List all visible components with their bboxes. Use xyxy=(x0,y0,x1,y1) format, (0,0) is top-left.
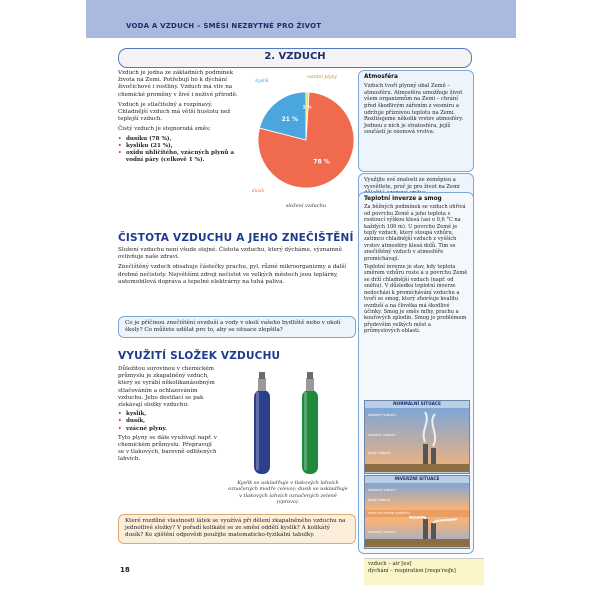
pie-value-kyslík: 21 % xyxy=(281,116,299,124)
inversion-diagram-svg xyxy=(365,483,469,547)
intro-text xyxy=(118,70,240,164)
normal-diagram-title: NORMÁLNÍ SITUACE xyxy=(393,402,441,407)
gas-cylinders-image xyxy=(232,366,342,476)
usage-item-2: • dusík, xyxy=(118,418,218,425)
pie-name-kyslík: kyslík xyxy=(255,79,269,84)
task-box xyxy=(118,514,356,544)
atmosphere-box xyxy=(358,70,474,172)
usage-item-3: • vzácné plyny. xyxy=(118,426,218,433)
section-title-bar xyxy=(118,48,472,68)
usage-item-1: • kyslík, xyxy=(118,411,218,418)
task-text: Které rozdílné vlastnosti látek se využívá při dělení zkapalněného vzduchu na jednotlivé složky? V pořadí kolikáté se ze směsi oddělí kyslík? A kolikátý dusík? Ke zjištění odpovědi použijte matematicko-fyzikální tabulky. xyxy=(125,518,346,539)
cleanliness-text xyxy=(118,247,354,286)
intro-p2: Vzduch je stlačitelný a rozpínavý. Chladnější vzduch má větší hustotu než teplejší vzduch. xyxy=(118,101,231,123)
page-header xyxy=(86,0,516,38)
pie-value-dusík: 78 % xyxy=(313,158,330,166)
inversion-label-4: studený vzduch xyxy=(368,530,396,534)
nitrogen-cylinder xyxy=(302,372,318,474)
cleanliness-p2: Znečištěný vzduch obsahuje částečky prachu, pyl, různé mikroorganizmy a další drobné nečistoty. Největšími zdroji nečistot ve velkých městech jsou teplárny, automobilová doprava a tepelné elektrárny na tuhá paliva. xyxy=(118,264,347,285)
pie-title: složení vzduchu xyxy=(285,203,327,209)
glossary-box xyxy=(364,558,484,585)
normal-diagram-svg xyxy=(365,408,469,472)
question-box xyxy=(118,316,356,338)
usage-text xyxy=(118,366,218,464)
normal-label-2: chladný vzduch xyxy=(368,433,396,437)
usage-heading: VYUŽITÍ SLOŽEK VZDUCHU xyxy=(118,350,281,362)
normal-label-1: studený vzduch xyxy=(368,413,396,417)
pie-name-dusík: dusík xyxy=(251,189,265,194)
atmosphere-text: Vzduch tvoří plynný obal Země – atmosféru. Atmosféra umožňuje život všem organizmům na Zemi – chrání před škodlivým zářením z vesmíru a udržuje příznivou teplotu na Zemi. Rozlišujeme několik vrstev atmosféry. Jednou z nich je stratosféra, jejíž součástí je ozonová vrstva. xyxy=(364,83,464,136)
glossary-2: dýchání – respiration [respɪˈreɪʃn] xyxy=(368,567,456,574)
cylinders-svg xyxy=(232,366,342,476)
intro-p1: Vzduch je jedna ze základních podmínek života na Zemi. Potřebují ho k dýchání živočichové i rostliny. Vzduch má vliv na chemické proměny v živé i neživé přírodě. xyxy=(118,70,238,98)
inversion-p1: Za běžných podmínek se vzduch ohřívá od povrchu Země a jeho teplota s rostoucí výškou klesá (asi o 0,6 °C na každých 100 m). U povrchu Země je teplý vzduch, který stoupá vzhůru, zatímco chladnější vzduch z vyšších vrstev atmosféry klesá dolů. Tím se znečištěný vzduch v atmosféře promíchávají. xyxy=(364,204,466,262)
intro-item-1: • dusíku (78 %), xyxy=(118,136,240,143)
pie-value-ostatní-plyny: 1 % xyxy=(302,105,312,111)
usage-p1: Důležitou surovinou v chemickém průmyslu je zkapalněný vzduch, který se vyrábí několikanásobným stlačováním a ochlazováním vzduchu. Jeho destilací se pak získávají složky vzduchu: xyxy=(118,366,215,409)
pie-chart xyxy=(244,70,354,210)
oxygen-cylinder xyxy=(254,372,270,474)
page-number: 18 xyxy=(120,566,130,574)
header-title: VODA A VZDUCH – SMĚSI NEZBYTNÉ PRO ŽIVOT xyxy=(126,22,322,30)
section-title: 2. VZDUCH xyxy=(264,51,326,62)
glossary-1: vzduch – air [eə] xyxy=(368,561,412,567)
pie-name-ostatní-plyny: ostatní plyny xyxy=(306,75,338,80)
intro-item-3: • oxidu uhličitého, vzácných plynů a vodní páry (celkově 1 %). xyxy=(118,150,240,164)
inversion-diagram-title: INVERZNÍ SITUACE xyxy=(394,477,440,482)
question-text: Co je příčinou znečištění ovzduší a vody v okolí vašeho bydliště nebo v okolí školy? Co můžete udělat pro to, aby se situace zlepšila? xyxy=(125,320,341,334)
cylinders-caption: Kyslík se uskladňuje v tlakových lahvích označených modře (vlevo); dusík se uskladňuje v tlakových lahvích označených zeleně (vpravo). xyxy=(228,480,348,506)
normal-label-3: teplý vzduch xyxy=(368,451,391,455)
inversion-label-3: inverzní vrstva vzduchu xyxy=(368,511,410,515)
inversion-label-2: teplý vzduch xyxy=(368,498,391,502)
cleanliness-heading: ČISTOTA VZDUCHU A JEHO ZNEČIŠTĚNÍ xyxy=(118,232,354,244)
inversion-title: Teplotní inverze a smog xyxy=(364,196,442,202)
cleanliness-p1: Složení vzduchu není všude stejné. Čistota vzduchu, který dýcháme, významně ovlivňuje naše zdraví. xyxy=(118,247,342,261)
intro-item-2: • kyslíku (21 %), xyxy=(118,143,240,150)
atmosphere-title: Atmosféra xyxy=(364,74,398,80)
normal-situation-diagram xyxy=(364,400,470,474)
inversion-p2: Teplotní inverze je stav, kdy teplota směrem vzhůru roste a u povrchu Země se drží chladnější vzduch (např. od sněhu). V důsledku teplotní inverze nedochází k promíchávání vzduchu a tvoří se smog, který zhoršuje kvalitu ovzduší a na člověka má škodlivé účinky. Smog je směs mlhy, prachu a kouřových zplodin. Smog je problémem především velkých měst a průmyslových oblastí. xyxy=(364,264,468,335)
pie-chart-area xyxy=(244,70,354,210)
inversion-label-1: studený vzduch xyxy=(368,488,396,492)
usage-p2: Tyto plyny se dále využívají např. v chemickém průmyslu. Přepravují se v tlakových, barevně odlišených lahvích. xyxy=(118,434,217,463)
intro-p3: Čistý vzduch je stejnorodá směs: xyxy=(118,126,211,133)
atmosphere-task-text: Využijte své znalosti ze zeměpisu a vysvětlete, proč je pro život na Zemi xyxy=(364,177,460,190)
inversion-situation-diagram xyxy=(364,475,470,549)
